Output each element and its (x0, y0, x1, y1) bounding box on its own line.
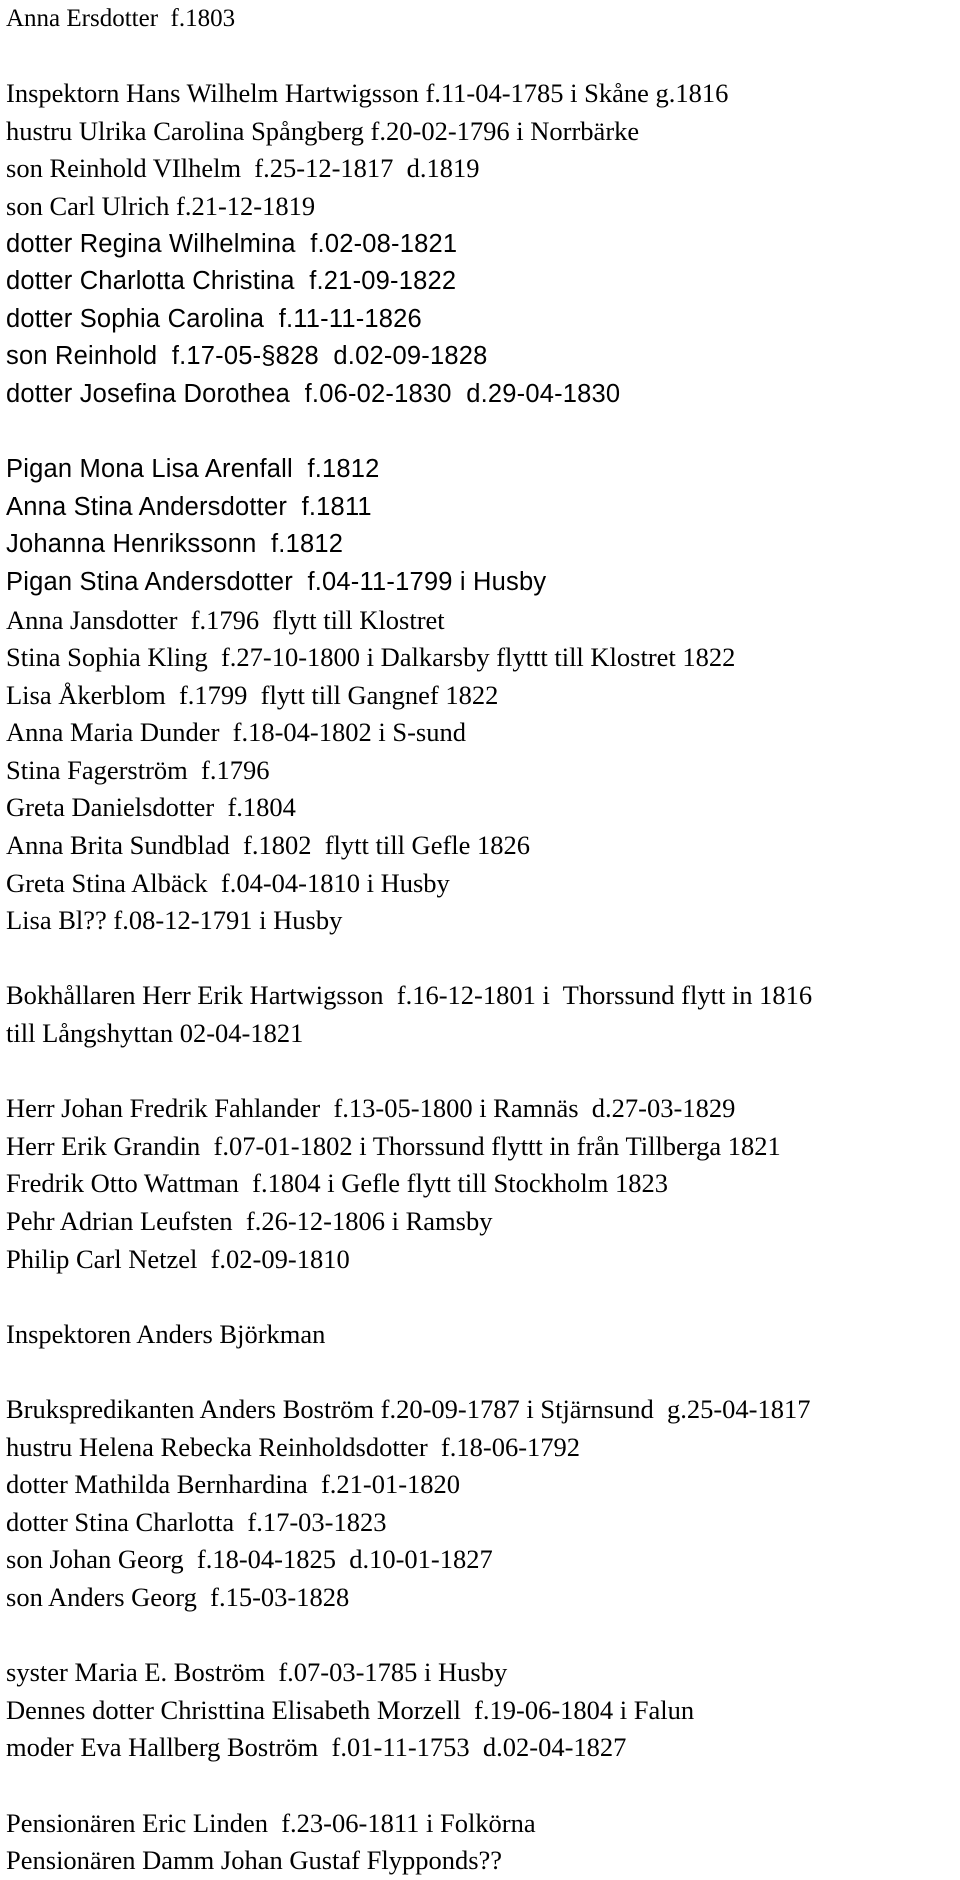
text-line: Stina Sophia Kling f.27-10-1800 i Dalkarsby flyttt till Klostret 1822 (6, 642, 736, 673)
blank-line (6, 1278, 956, 1316)
text-line: Inspektorn Hans Wilhelm Hartwigsson f.11-04-1785 i Skåne g.1816 (6, 78, 729, 109)
blank-line (6, 940, 956, 978)
text-line: son Anders Georg f.15-03-1828 (6, 1581, 350, 1612)
blank-line (6, 1353, 956, 1391)
text-line: Pensionären Eric Linden f.23-06-1811 i Folkörna (6, 1807, 536, 1838)
text-line: Johanna Henrikssonn f.1812 (6, 530, 344, 559)
blank-line (6, 1053, 956, 1091)
text-line: Pigan Stina Andersdotter f.04-11-1799 i Husby (6, 567, 547, 596)
text-line: Lisa Bl?? f.08-12-1791 i Husby (6, 905, 343, 936)
blank-line (6, 38, 956, 76)
text-line: Dennes dotter Christtina Elisabeth Morzell f.19-06-1804 i Falun (6, 1694, 695, 1725)
text-line: dotter Mathilda Bernhardina f.21-01-1820 (6, 1469, 461, 1500)
text-line: hustru Ulrika Carolina Spångberg f.20-02-1796 i Norrbärke (6, 115, 640, 146)
text-line: son Johan Georg f.18-04-1825 d.10-01-1827 (6, 1544, 493, 1575)
text-line: Lisa Åkerblom f.1799 flytt till Gangnef 1822 (6, 679, 499, 710)
blank-line (6, 414, 956, 452)
text-line: Anna Brita Sundblad f.1802 flytt till Gefle 1826 (6, 830, 531, 861)
text-line: hustru Helena Rebecka Reinholdsdotter f.18-06-1792 (6, 1431, 581, 1462)
text-line: syster Maria E. Boström f.07-03-1785 i Husby (6, 1657, 508, 1688)
text-line: Greta Stina Albäck f.04-04-1810 i Husby (6, 867, 450, 898)
text-line: Anna Stina Andersdotter f.1811 (6, 492, 372, 521)
text-line: Brukspredikanten Anders Boström f.20-09-1787 i Stjärnsund g.25-04-1817 (6, 1393, 811, 1424)
text-line: Bokhållaren Herr Erik Hartwigsson f.16-12-1801 i Thorssund flytt in 1816 (6, 980, 813, 1011)
text-line: dotter Josefina Dorothea f.06-02-1830 d.29-04-1830 (6, 379, 621, 408)
text-line: Fredrik Otto Wattman f.1804 i Gefle flytt till Stockholm 1823 (6, 1168, 669, 1199)
text-line: dotter Regina Wilhelmina f.02-08-1821 (6, 229, 458, 258)
text-line: Herr Erik Grandin f.07-01-1802 i Thorssund flyttt in från Tillberga 1821 (6, 1130, 781, 1161)
text-line: dotter Sophia Carolina f.11-11-1826 (6, 304, 422, 333)
text-line: son Reinhold f.17-05-§828 d.02-09-1828 (6, 342, 488, 371)
text-line: till Långshyttan 02-04-1821 (6, 1018, 304, 1049)
text-line: Inspektoren Anders Björkman (6, 1318, 326, 1349)
text-line: Anna Ersdotter f.1803 (6, 5, 236, 32)
text-line: Herr Johan Fredrik Fahlander f.13-05-1800 i Ramnäs d.27-03-1829 (6, 1093, 736, 1124)
text-line: Pigan Mona Lisa Arenfall f.1812 (6, 455, 380, 484)
document-body (6, 0, 956, 1880)
text-line: Anna Maria Dunder f.18-04-1802 i S-sund (6, 717, 466, 748)
text-line: son Carl Ulrich f.21-12-1819 (6, 190, 316, 221)
text-line: Anna Jansdotter f.1796 flytt till Klostret (6, 604, 445, 635)
blank-line (6, 1617, 956, 1655)
text-line: moder Eva Hallberg Boström f.01-11-1753 d.02-04-1827 (6, 1732, 627, 1763)
text-line: Pehr Adrian Leufsten f.26-12-1806 i Ramsby (6, 1206, 493, 1236)
text-line: Greta Danielsdotter f.1804 (6, 792, 296, 823)
text-line: dotter Charlotta Christina f.21-09-1822 (6, 267, 457, 296)
text-line: Stina Fagerström f.1796 (6, 754, 270, 785)
text-line: Pensionären Damm Johan Gustaf Flypponds?? (6, 1845, 503, 1876)
text-line: son Reinhold VIlhelm f.25-12-1817 d.1819 (6, 153, 480, 184)
text-line: Philip Carl Netzel f.02-09-1810 (6, 1243, 350, 1274)
text-line: dotter Stina Charlotta f.17-03-1823 (6, 1506, 387, 1537)
